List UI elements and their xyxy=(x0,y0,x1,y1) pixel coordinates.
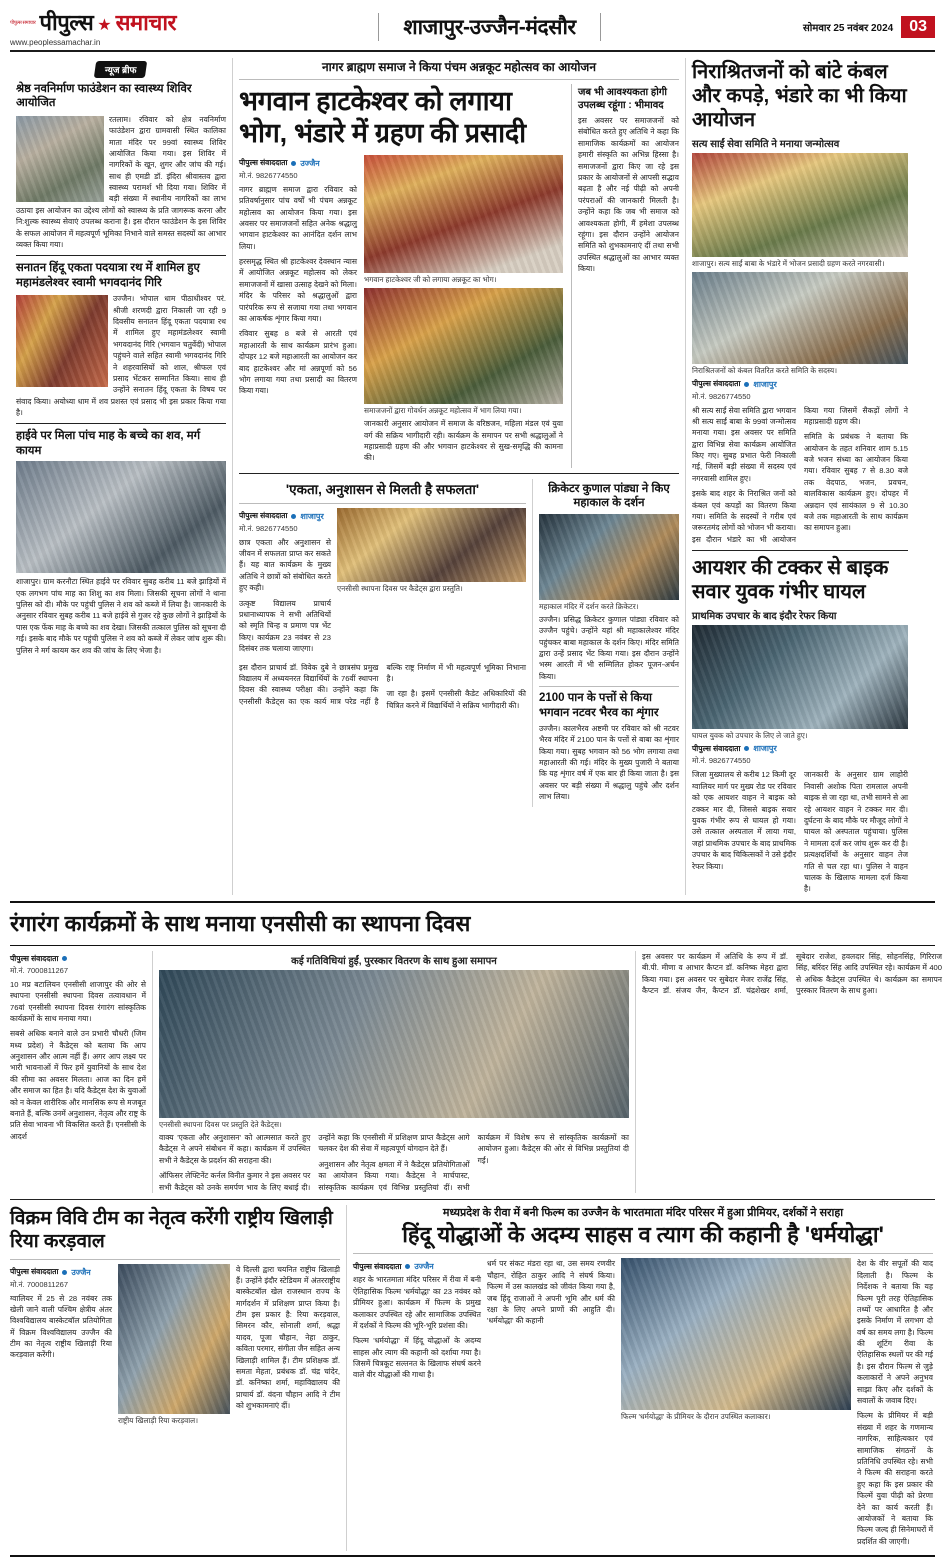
center-story-a xyxy=(239,479,526,807)
bottom-right-body3: धर्म पर संकट मंडरा रहा था, उस समय रणवीर चौहान, रोहित ठाकुर आदि ने संघर्ष किया। फिल्म में उस कालखंड को जीवंत किया गया है, जब हिंदू राजाओं ने अपनी भूमि और धर्म की रक्षा के लिए अपने प्राणों की आहुति दी। 'धर्मयोद्धा' की कहानी xyxy=(487,1259,615,1326)
left-story3-body: शाजापुर। ग्राम करनौटा स्थित हाईवे पर रविवार सुबह करीब 11 बजे झाड़ियों में एक लगभग पांच माह का शिशु का शव मिला। जिसकी सूचना लोगों ने थाना पुलिस को दी। मौके पर पहुंची पुलिस ने शव को कब्जे में लिया है। जानकारी के अनुसार रविवार सुबह करीब 11 बजे हाईवे से गुजर रहे कुछ लोगों ने झाड़ियों के पास एक फेंक माह के बच्चे का शव देखा। जिसकी तत्काल पुलिस को सूचना दी गई। इसके बाद मौके पर पहुंची पुलिस ने शव को कब्जे में लेकर जांच शुरू की। पुलिस ने मर्ग कायम कर शव की जांच के लिए भेजा है। xyxy=(16,577,226,655)
right-story1-body3: समिति के प्रबंधक ने बताया कि आयोजन के तहत शनिवार शाम 5.15 बजे भजन संध्या का आयोजन किया गया। रविवार सुबह 7 से 8.30 बजे तक वेदपाठ, भजन, प्रवचन, बालविकास कार्यक्रम हुए। दोपहर में अन्नदान एवं सायंकाल 9 से 10.30 बजे तक महाआरती के साथ कार्यक्रम का समापन हुआ। xyxy=(804,432,908,533)
ncc-body-grid xyxy=(10,951,942,1193)
page-number-badge: 03 xyxy=(901,16,935,38)
story-a-caption: एनसीसी स्थापना दिवस पर कैडेट्स द्वारा प्रस्तुति। xyxy=(337,583,463,593)
byline-mobile: मो.नं. 9826774550 xyxy=(692,756,751,766)
center-caption-1: भगवान हाटकेश्वर जी को लगाया अन्नकूट का भोग। xyxy=(364,274,497,284)
ncc-subhead: कई गतिविधियां हुईं, पुरस्कार वितरण के साथ हुआ समापन xyxy=(291,955,497,967)
column-divider xyxy=(152,951,153,1193)
byline-source: पीपुल्स संवाददाता xyxy=(239,511,288,521)
right-story1-byline xyxy=(692,379,908,390)
column-divider xyxy=(635,951,636,1193)
right-story1-photo-1 xyxy=(692,153,908,257)
left-story3-photo xyxy=(16,461,226,573)
website-url[interactable]: www.peoplessamachar.in xyxy=(10,38,101,47)
divider xyxy=(239,503,526,504)
story-a-body2: इस दौरान प्राचार्य डॉ. विवेक दुबे ने छात्रसंघ प्रमुख विद्यालय में अध्ययनरत विद्यार्थियों के 76वीं स्थापना दिवस की स्वास्थ्य परीक्षा की। उन्होंने कहा कि एनसीसी कैडेट्स का एक कार्य मात्र परेड नहीं है बल्कि राष्ट्र निर्माण में भी महत्वपूर्ण भूमिका निभाना है। xyxy=(239,662,526,706)
byline-source: पीपुल्स संवाददाता xyxy=(10,1267,59,1277)
bullet-icon xyxy=(62,1270,67,1275)
story-b-headline: क्रिकेटर कुणाल पांड्या ने किए महाकाल के दर्शन xyxy=(548,482,670,510)
byline-source: पीपुल्स संवाददाता xyxy=(692,379,741,388)
ncc-photo xyxy=(159,970,629,1118)
right-story2-headline: आयशर की टक्कर से बाइक सवार युवक गंभीर घायल xyxy=(692,557,889,604)
byline-source: पीपुल्स संवाददाता xyxy=(353,1261,402,1271)
story-a-body1: छात्र एकता और अनुशासन से जीवन में सफलता प्राप्त कर सकते हैं। यह बात कार्यक्रम के मुख्य अतिथि ने छात्रों को संबोधित करते हुए कही। xyxy=(239,537,331,593)
center-caption-2: समाजजनों द्वारा गोवर्धन अन्नकूट महोत्सव में भाग लिया गया। xyxy=(364,405,522,415)
byline-city: उज्जैन xyxy=(71,1267,91,1277)
divider xyxy=(16,255,226,256)
bullet-icon xyxy=(291,161,296,166)
bullet-icon xyxy=(405,1264,410,1269)
right-column xyxy=(686,58,914,895)
story-a-headline: 'एकता, अनुशासन से मिलती है सफलता' xyxy=(285,481,480,497)
divider xyxy=(10,1199,935,1200)
divider xyxy=(239,79,679,80)
bottom-left-headline: विक्रम विवि टीम का नेतृत्व करेंगी राष्ट्रीय खिलाड़ी रिया करड़वाल xyxy=(10,1207,333,1252)
right-story2-subhead: प्राथमिक उपचार के बाद इंदौर रेफर किया xyxy=(692,611,837,623)
bullet-icon xyxy=(291,514,296,519)
center-sidebar-body: इस अवसर पर समाजजनों को संबोधित करते हुए अतिथि ने कहा कि सामाजिक कार्यक्रमों का आयोजन हमारी संस्कृति का अभिन्न हिस्सा है। समाजजनों द्वारा किए जा रहे इस प्रकार के आयोजनों से आपसी सद्भाव बढ़ता है और नई पीढ़ी को अपनी परंपराओं की जानकारी मिलती है। उन्होंने कहा कि जब भी समाज को आवश्यकता होगी, मैं हमेशा उपलब्ध रहूंगा। इस दौरान उन्होंने आयोजन समिति को शुभकामनाएं दीं तथा सभी उपस्थित श्रद्धालुओं का आभार व्यक्त किया। xyxy=(578,116,679,274)
byline-mobile: मो.नं. 7000811267 xyxy=(10,1279,68,1289)
bottom-left-photo xyxy=(118,1264,230,1414)
right-story2-caption: घायल युवक को उपचार के लिए ले जाते हुए। xyxy=(692,731,808,741)
divider xyxy=(692,550,908,551)
masthead-right xyxy=(803,16,935,38)
right-story1-body2: इसके बाद शहर के निराश्रित जनों को कंबल एवं कपड़ों का वितरण किया गया। समिति के सदस्यों ने गरीब एवं जरूरतमंद लोगों को भोजन भी कराया। इस दौरान भंडारे का भी आयोजन किया गया जिसमें सैकड़ों लोगों ने महाप्रसादी ग्रहण की। xyxy=(692,405,908,544)
story-a-photo xyxy=(337,508,526,582)
right-story2-body2: जानकारी के अनुसार ग्राम लाहोरी निवासी अशोक पिता रामलाल अपनी बाइक से जा रहा था, तभी सामने से आ रहे आयशर वाहन ने टक्कर मार दी। दुर्घटना के बाद मौके पर मौजूद लोगों ने घायल को अस्पताल पहुंचाया। पुलिस ने मामला दर्ज कर जांच शुरू कर दी है। प्रत्यक्षदर्शियों के अनुसार वाहन तेज गति से चल रहा था। पुलिस ने वाहन चालक के खिलाफ मामला दर्ज किया है। xyxy=(804,770,908,894)
right-story1-headline: निराश्रितजनों को बांटे कंबल और कपड़े, भंडारे का भी किया आयोजन xyxy=(692,61,907,131)
left-story3-headline: हाईवे पर मिला पांच माह के बच्चे का शव, मर्ग कायम xyxy=(16,430,201,457)
bottom-right-photo xyxy=(621,1258,851,1410)
story-b-caption: महाकाल मंदिर में दर्शन करते क्रिकेटर। xyxy=(539,601,639,611)
byline-source: पीपुल्स संवाददाता xyxy=(10,953,59,963)
byline-city: उज्जैन xyxy=(414,1262,434,1272)
byline-city: उज्जैन xyxy=(300,158,320,168)
byline-source: पीपुल्स संवाददाता xyxy=(692,743,741,753)
story-b-body: उज्जैन। प्रसिद्ध क्रिकेटर कुणाल पांड्या रविवार को उज्जैन पहुंचे। उन्होंने यहां श्री महाकालेश्वर मंदिर पहुंचकर बाबा महाकाल के दर्शन किए। मंदिर समिति द्वारा उन्हें प्रसाद भेंट किया गया। इस दौरान उन्होंने भस्म आरती में भी सम्मिलित होकर पूजन-अर्चन किया। xyxy=(539,614,679,681)
story-c-body: उज्जैन। कालभैरव अष्टमी पर रविवार को श्री नटवर भैरव मंदिर में 2100 पान के पत्तों से बाबा का शृंगार किया गया। सुबह भगवान को 56 भोग लगाया तथा महाआरती की गई। मंदिर के मुख्य पुजारी ने बताया कि यह शृंगार वर्ष में एक बार ही किया जाता है। इस अवसर पर बड़ी संख्या में श्रद्धालु पहुंचे और दर्शन लाभ लिया। xyxy=(539,723,679,802)
byline-city: शाजापुर xyxy=(300,511,324,521)
center-sidebar-headline: जब भी आवश्यकता होगी उपलब्ध रहूंगा : भीमावद xyxy=(578,87,668,111)
story-a-body3: उत्कृष्ट विद्यालय प्राचार्य प्रधानाध्यापक ने सभी अतिथियों को स्मृति चिन्ह व प्रमाण पत्र भेंट किए। कार्यक्रम 23 नवंबर से 23 दिसंबर तक चलाया जाएगा। xyxy=(239,598,331,654)
byline-city: शाजापुर xyxy=(753,744,777,754)
left-story2-photo xyxy=(16,295,108,387)
bottom-left-body2: वे दिल्ली द्वारा चयनित राष्ट्रीय खिलाड़ी हैं। उन्होंने इंदौर स्टेडियम में अंतरराष्ट्रीय बास्केटबॉल खेल राजस्थान राज्य के मार्गदर्शन में प्रशिक्षण प्राप्त किया है। टीम इस प्रकार है: रिया करड़वाल, सिमरन कौर, सोनाली शर्मा, श्रद्धा यादव, पूजा चौहान, नेहा ठाकुर, कविता परमार, संगीता जैन सहित अन्य खिलाड़ी शामिल हैं। टीम प्रशिक्षक डॉ. समता मेहता, प्रबंधक डॉ. चंद्र चांदेर, डॉ. कनिष्का शर्मा, महाविद्यालय की प्राचार्य डॉ. वंदना चौहान आदि ने टीम को शुभकामनाएं दीं। xyxy=(236,1264,340,1411)
byline-mobile: मो.नं. 9826774550 xyxy=(239,170,298,180)
bottom-right-kicker: मध्यप्रदेश के रीवा में बनी फिल्म का उज्जैन के भारतमाता मंदिर परिसर में हुआ प्रीमियर, दर्शकों ने सराहा xyxy=(442,1206,844,1219)
bottom-right-headline: हिंदू योद्धाओं के अदम्य साहस व त्याग की कहानी है 'धर्मयोद्धा' xyxy=(402,1221,884,1247)
logo-secondary-text: समाचार xyxy=(115,10,177,35)
divider xyxy=(10,1259,340,1260)
bottom-right-byline xyxy=(353,1261,481,1272)
byline-mobile: मो.नं. 9826774550 xyxy=(239,523,298,533)
center-body1: नागर ब्राह्मण समाज द्वारा रविवार को प्रतिवर्षानुसार पांच वर्षों भी पंचम अन्नकूट महोत्सव का आयोजन किया गया। इस अवसर पर समाजजनों सहित अनेक श्रद्धालु भगवान हाटकेश्वर का आनंदित दर्शन लाभ लिया। xyxy=(239,184,357,251)
divider xyxy=(16,423,226,424)
logo-badge: पीपुल्स समाचार xyxy=(10,20,36,26)
bottom-right-story xyxy=(353,1205,933,1551)
bottom-right-caption: फिल्म 'धर्मयोद्धा' के प्रीमियर के दौरान उपस्थित कलाकार। xyxy=(621,1412,771,1422)
news-brief-tag: न्यूज ब्रीफ xyxy=(94,61,148,78)
left-story2-headline: सनातन हिंदू एकता पदयात्रा रथ में शामिल हुए महामंडलेश्वर स्वामी भगवदानंद गिरि xyxy=(16,262,200,289)
bottom-left-body1: ग्वालियर में 25 से 28 नवंबर तक खेली जाने वाली पश्चिम क्षेत्रीय अंतर विश्वविद्यालय बास्केटबॉल प्रतियोगिता में विक्रम विश्वविद्यालय उज्जैन की टीम का नेतृत्व राष्ट्रीय खिलाड़ी रिया करड़वाल करेंगी। xyxy=(10,1293,112,1360)
bullet-icon xyxy=(744,382,749,387)
divider xyxy=(239,473,679,474)
right-story1-caption-1: शाजापुर। सत्य साईं बाबा के भंडारे में भोजन प्रसादी ग्रहण करते नगरवासी। xyxy=(692,259,885,268)
center-body4: जानकारी अनुसार आयोजन में समाज के वरिष्ठजन, महिला मंडल एवं युवा वर्ग की सक्रिय भागीदारी रही। कार्यक्रम के समापन पर सभी श्रद्धालुओं ने महाप्रसादी ग्रहण की और भगवान हाटकेश्वर से सुख-समृद्धि की कामना की। xyxy=(364,419,563,463)
bullet-icon xyxy=(62,956,67,961)
ncc-body4: ऑफिसर लेफ्टिनेंट कर्नल विनीत कुमार ने इस अवसर पर सभी कैडेट्स को उनके समर्पण भाव के लिए बधाई दी। उन्होंने कहा कि एनसीसी में प्रशिक्षण प्राप्त कैडेट्स आगे चलकर देश की सेवा में महत्वपूर्ण योगदान देते हैं। xyxy=(159,1132,470,1192)
byline-mobile: मो.नं. 7000811267 xyxy=(10,965,68,975)
right-story2-byline xyxy=(692,743,908,754)
center-main-headline: भगवान हाटकेश्वर को लगाया भोग, भंडारे में ग्रहण की प्रसादी xyxy=(239,86,526,148)
ncc-body5: अनुशासन और नेतृत्व क्षमता में ने कैडेट्स प्रतियोगिताओं का आयोजन किया गया। कैडेट्स ने मार्चपास्ट, सांस्कृतिक कार्यक्रम एवं विभिन्न प्रस्तुतियां दीं। सभी कार्यक्रम में विशेष रूप से सांस्कृतिक कार्यक्रमों का आयोजन हुआ। कैडेट्स की ओर से विभिन्न प्रस्तुतियां दी गईं। xyxy=(318,1132,629,1192)
center-kicker: नागर ब्राह्मण समाज ने किया पंचम अन्नकूट महोत्सव का आयोजन xyxy=(321,60,596,74)
publication-date: सोमवार 25 नवंबर 2024 xyxy=(803,23,894,34)
left-story1-headline: श्रेष्ठ नवनिर्माण फाउंडेशन का स्वास्थ्य शिविर आयोजित xyxy=(16,83,192,110)
ncc-caption: एनसीसी स्थापना दिवस पर प्रस्तुति देते कैडेट्स। xyxy=(159,1119,282,1129)
divider xyxy=(539,686,679,687)
right-story2-body1: जिला मुख्यालय से करीब 12 किमी दूर ग्वालियर मार्ग पर मुख्य रोड पर रविवार को एक आयशर वाहन ने बाइक को टक्कर मार दी, जिससे बाइक सवार युवक गंभीर रूप से घायल हो गया। उसे तत्काल अस्पताल में लाया गया, जहां प्राथमिक उपचार के बाद प्राथमिक उपचार के बाद चिकित्सकों ने उसे इंदौर रेफर किया। xyxy=(692,770,796,871)
center-body3: रविवार सुबह 8 बजे से आरती एवं महाआरती के साथ कार्यक्रम प्रारंभ हुआ। दोपहर 12 बजे महाआरती का आयोजन कर बाद हाटकेश्वर और मां अन्नपूर्णा को 56 भोग लगाया गया तथा प्रसादी का वितरण किया गया। xyxy=(239,329,357,396)
left-story1-body: रतलाम। रविवार को क्षेत्र नवनिर्माण फाउंडेशन द्वारा ग्रामवासी स्थित कालिका माता मंदिर पर 99वां स्वास्थ्य शिविर आयोजित किया गया। इस शिविर में नागरिकों के खून, शुगर और जांच की गई। साथ ही एमडी डॉ. इंदिरा श्रीवास्तव द्वारा स्वास्थ्य परामर्श भी दिया गया। शिविर में बड़ी संख्या में स्थानीय नागरिकों का लाभ उठाया इस आयोजन का उद्देश्य लोगों को स्वास्थ्य के प्रति जागरूक करना और नि:शुल्क स्वास्थ्य सेवाएं उपलब्ध कराना है। इस दौरान फाउंडेशन के इस शिविर के सफल आयोजन में महत्वपूर्ण भूमिका निभाने वाले समस्त सदस्यों का आभार व्यक्त किया गया। xyxy=(16,114,226,250)
ncc-headline: रंगारंग कार्यक्रमों के साथ मनाया एनसीसी का स्थापना दिवस xyxy=(10,910,471,936)
center-byline xyxy=(239,158,357,169)
star-icon: ★ xyxy=(97,17,112,34)
center-story-b xyxy=(539,479,679,807)
byline-source: पीपुल्स संवाददाता xyxy=(239,158,288,168)
ncc-body3: वाक्य 'एकता और अनुशासन' को आत्मसात करते हुए कैडेट्स ने अपने संबोधन में कहा। कार्यक्रम में उपस्थित सभी ने कैडेट्स के प्रदर्शन की सराहना की। xyxy=(159,1132,311,1165)
bottom-section xyxy=(10,1205,935,1551)
center-photo-2 xyxy=(364,288,563,404)
bottom-right-body1: शहर के भारतमाता मंदिर परिसर में रीवा में बनी ऐतिहासिक फिल्म 'धर्मयोद्धा' का 23 नवंबर को प्रीमियर हुआ। कार्यक्रम में फिल्म के प्रमुख कलाकार उपस्थित रहे और सामाजिक उपस्थित में दर्शकों ने फिल्म की भूरि-भूरि प्रशंसा की। xyxy=(353,1275,481,1330)
bottom-right-body4: देश के वीर सपूतों की याद दिलाती है। फिल्म के निर्देशक ने बताया कि यह फिल्म पूरी तरह ऐतिहासिक तथ्यों पर आधारित है और इसके निर्माण में लगभग दो वर्ष का समय लगा है। फिल्म की शूटिंग रीवा के ऐतिहासिक स्थलों पर की गई है। इस दौरान फिल्म से जुड़े कलाकारों ने अपने अनुभव साझा किए और दर्शकों के सवालों के जवाब दिए। xyxy=(857,1259,933,1406)
left-column xyxy=(10,58,232,895)
divider xyxy=(353,1253,933,1254)
ncc-body1: 10 मप्र बटालियन एनसीसी शाजापुर की ओर से स्थापना एनसीसी स्थापना दिवस तत्वावधान में 76वां एनसीसी स्थापना दिवस रंगारंग सांस्कृतिक कार्यक्रमों के साथ मनाया गया। xyxy=(10,979,146,1023)
logo-primary-text: पीपुल्स xyxy=(39,10,94,35)
right-story1-subhead: सत्य साईं सेवा समिति ने मनाया जन्मोत्सव xyxy=(692,139,840,150)
ncc-body6: इस अवसर पर कार्यक्रम में अतिथि के रूप में डॉ. बी.पी. मीणा व आभार कैप्टन डॉ. कनिष्क मेहरा द्वारा किया गया। इस अवसर पर सुबेदार मेजर राजेंद्र सिंह, कैप्टन डॉ. संजय जैन, कैप्टन डॉ. चंद्रशेखर शर्मा, सूबेदार राजेश, हवलदार सिंह, सोहनसिंह, गिरिराज सिंह, बरिंदर सिंह आदि उपस्थित रहे। कार्यक्रम में 400 से अधिक कैडेट्स उपस्थित थे। कार्यक्रम का समापन पुरस्कार वितरण के साथ हुआ। xyxy=(642,951,942,995)
bottom-right-body5: फिल्म के प्रीमियर में बड़ी संख्या में शहर के गणमान्य नागरिक, साहित्यकार एवं सामाजिक संगठनों के प्रतिनिधि उपस्थित रहे। सभी ने फिल्म की सराहना करते हुए कहा कि इस प्रकार की फिल्में युवा पीढ़ी को प्रेरणा देने का कार्य करती हैं। आयोजकों ने बताया कि फिल्म जल्द ही सिनेमाघरों में प्रदर्शित की जाएगी। xyxy=(857,1411,933,1546)
bottom-left-caption: राष्ट्रीय खिलाड़ी रिया करड़वाल। xyxy=(118,1415,198,1425)
bottom-right-body2: फिल्म 'धर्मयोद्धा' में हिंदू योद्धाओं के अदम्य साहस और त्याग की कहानी को दर्शाया गया है। जिसमें चित्रकूट सल्तनत के खिलाफ संघर्ष करने वाले वीर योद्धाओं की गाथा है। xyxy=(353,1336,481,1380)
right-story1-body1: श्री सत्य साईं सेवा समिति द्वारा भगवान श्री सत्य साईं बाबा के 99वां जन्मोत्सव मनाया गया। इस अवसर पर समिति द्वारा विभिन्न सेवा कार्यक्रम आयोजित किए गए। सुबह प्रभात फेरी निकाली गई, जिसमें बड़ी संख्या में सदस्य एवं नगरवासी शामिल हुए। xyxy=(692,405,796,483)
story-b-photo xyxy=(539,514,679,600)
main-content-grid xyxy=(10,58,935,895)
bottom-left-byline xyxy=(10,1267,112,1278)
bottom-left-story xyxy=(10,1205,340,1551)
masthead-left xyxy=(10,7,176,47)
byline-mobile: मो.नं. 9826774550 xyxy=(692,391,751,401)
right-story2-photo xyxy=(692,625,908,729)
ncc-section xyxy=(10,901,935,946)
left-story1-photo xyxy=(16,116,104,202)
edition-name: शाजापुर-उज्जैन-मंदसौर xyxy=(378,13,600,41)
left-story2-body: उज्जैन। भोपाल धाम पीठाधीश्वर परं. श्रीजी शरणदी द्वारा निकाली जा रही 9 दिवसीय सनातन हिंदू एकता पदयात्रा रथ में शामिल हुए महामंडलेश्वर स्वामी भगवदानंद गिरि (भगवान चतुर्वेदी) भोपाल पहुंचने वाले सहित स्वामी भगवदानंद गिरि ने शहरवासियों को शाल, श्रीफल एवं प्रसाद भेंटकर सम्मानित किया। साथ ही उन्होंने सनातन हिंदू एकता के विषय पर संवाद किया। अयोध्या धाम में शव प्रशस्त एवं प्रसाद भी इस प्रकार किया गया है। xyxy=(16,294,226,418)
byline-city: शाजापुर xyxy=(753,379,777,389)
story-c-headline: 2100 पान के पत्तों से किया भगवान नटवर भैरव का शृंगार xyxy=(539,692,659,719)
bullet-icon xyxy=(744,746,749,751)
story-a-body4: जा रहा है। इसमें एनसीसी कैडेट अधिकारियों की चित्रित करने में विद्यार्थियों ने सक्रिय भागीदारी की। xyxy=(386,689,526,710)
center-column xyxy=(233,58,685,895)
ncc-body2: सबसे अधिक बनाने वाले उन प्रभारी चौधरी (जिम मध्य प्रदेश) ने कैडेट्स को बताया कि आप अनुशासन और आत्म नहीं हैं। अगर आप लक्ष्य पर भारी भावनाओं में फिर हमें युवानियों के साथ देश की सीमा का अवसर मिलता। आज का दिन हमें और समाज का हित है। यदि कैडेट्स देश के युवाओं को न केवल शारीरिक और मानसिक रूप से मजबूत बनाते हैं, बल्कि उनमें अनुशासन, नेतृत्व और राष्ट्र के प्रति सेवा भावना भी विकसित करते हैं। एनसीसी के आदर्श xyxy=(10,1029,146,1141)
center-photo-1 xyxy=(364,155,563,273)
story-a-byline xyxy=(239,511,331,522)
right-story1-caption-2: निराश्रितजनों को कंबल वितरित करते समिति के सदस्य। xyxy=(692,366,837,376)
masthead xyxy=(10,8,935,52)
right-story1-photo-2 xyxy=(692,272,908,364)
column-divider xyxy=(532,479,533,807)
logo xyxy=(10,7,176,37)
center-body2: हरसमृद्ध स्थित श्री हाटकेश्वर देवस्थान न्यास में आयोजित अन्नकूट महोत्सव को लेकर समाजजनों में खासा उत्साह देखने को मिला। मंदिर के परिसर को श्रद्धालुओं द्वारा पारंपरिक रूप से सजाया गया तथा भगवान का आकर्षक शृंगार किया गया। xyxy=(239,257,357,324)
column-divider xyxy=(346,1205,347,1551)
ncc-byline xyxy=(10,954,146,964)
